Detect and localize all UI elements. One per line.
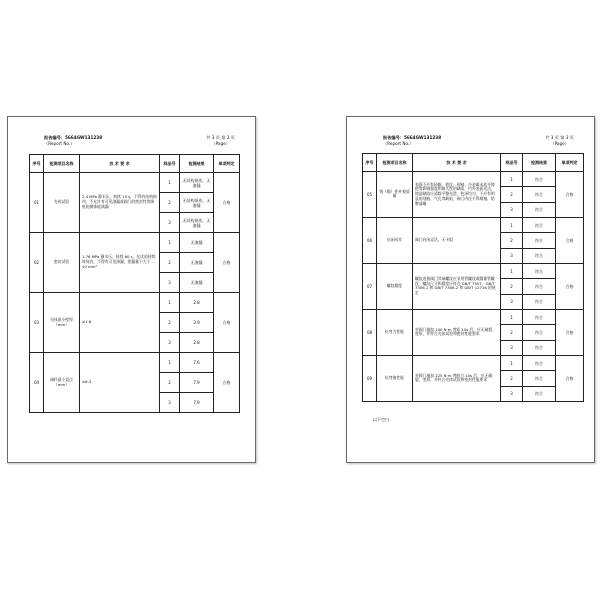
sample-number: 3 <box>160 273 180 293</box>
sample-number: 1 <box>160 233 180 253</box>
technical-requirement: 阀门启闭灵活，无卡阻 <box>413 217 501 263</box>
sample-number: 2 <box>160 373 180 393</box>
table-header-row <box>363 154 584 172</box>
report-number-en: （Report No.） <box>383 141 414 146</box>
column-header: 检测项目名称 <box>44 155 80 173</box>
sample-number: 3 <box>160 333 180 353</box>
test-result: 符合 <box>523 233 556 248</box>
test-result: 符合 <box>523 187 556 202</box>
verdict: 合格 <box>214 173 240 233</box>
sample-number: 2 <box>501 371 523 386</box>
item-name: 壳体试验 <box>44 173 80 233</box>
technical-requirement: 螺纹连接阀门其端螺纹应采用管螺纹或圆锥管螺纹，螺纹尺寸和精度应符合 GB/T 7307、GB/T 7306.1 和 GB/T 7306.2 和 GB/T 12716 的规定 <box>413 263 501 309</box>
sample-number: 3 <box>501 340 523 355</box>
technical-requirement: ≥6.3 <box>80 353 160 413</box>
sample-number: 1 <box>160 173 180 193</box>
item-name: 抗弯曲性能 <box>377 355 413 401</box>
sample-number: 3 <box>501 202 523 217</box>
table-row <box>363 355 584 370</box>
column-header: 单项判定 <box>214 155 240 173</box>
technical-requirement: 对阀门施加 100 N·m 弯矩 10s 后，应无破裂、变形，并符合壳体试验和密封性能要求 <box>413 309 501 355</box>
sample-number: 2 <box>501 187 523 202</box>
sample-number: 2 <box>501 233 523 248</box>
sample-number: 1 <box>501 263 523 278</box>
item-name: 铸（锻）件外观质量 <box>377 172 413 218</box>
column-header: 技 术 要 求 <box>413 154 501 172</box>
table-row <box>363 263 584 278</box>
verdict: 合格 <box>556 309 584 355</box>
sample-number: 1 <box>160 293 180 313</box>
test-result: 无结构损伤，无渗漏 <box>180 213 214 233</box>
sample-number: 2 <box>160 313 180 333</box>
test-result: 2.8 <box>180 293 214 313</box>
test-result: 符合 <box>523 172 556 187</box>
test-result: 符合 <box>523 294 556 309</box>
sample-number: 3 <box>501 248 523 263</box>
page-en: （Page） <box>550 141 569 146</box>
table-row <box>30 293 240 313</box>
test-result: 符合 <box>523 355 556 370</box>
page-label: 共 3 页 第 3 页 <box>545 135 574 140</box>
table-row <box>30 173 240 193</box>
verdict: 合格 <box>556 172 584 218</box>
item-number: 06 <box>363 217 377 263</box>
test-result: 符合 <box>523 325 556 340</box>
sample-number: 3 <box>160 213 180 233</box>
sample-number: 3 <box>501 294 523 309</box>
test-result: 7.9 <box>180 393 214 413</box>
column-header: 技 术 要 求 <box>80 155 160 173</box>
test-result: 符合 <box>523 279 556 294</box>
verdict: 合格 <box>556 355 584 401</box>
item-number: 03 <box>30 293 44 353</box>
page-en: （Page） <box>211 141 230 146</box>
column-header: 单项判定 <box>556 154 584 172</box>
technical-requirement: 对阀门施加 225 N·m 弯曲力 10s 后，应无破裂、变形，并符合壳体试验和密封性能要求 <box>413 355 501 401</box>
test-result: 符合 <box>523 263 556 278</box>
table-row <box>30 353 240 373</box>
report-number <box>383 135 441 147</box>
verdict: 合格 <box>214 233 240 293</box>
test-result: 符合 <box>523 202 556 217</box>
test-result: 无渗漏 <box>180 253 214 273</box>
test-result: 符合 <box>523 309 556 324</box>
sample-number: 3 <box>160 393 180 413</box>
sample-number: 2 <box>501 279 523 294</box>
item-number: 07 <box>363 263 377 309</box>
test-result: 无渗漏 <box>180 273 214 293</box>
technical-requirement: 1.76 MPa 静水压，持续 60 s，在试验持续时间内，不得有可见渗漏，泄漏量不大于 … 10 mm³ <box>80 233 160 293</box>
test-result: 符合 <box>523 248 556 263</box>
sample-number: 1 <box>501 217 523 232</box>
test-result: 2.8 <box>180 333 214 353</box>
item-name: 螺纹精度 <box>377 263 413 309</box>
item-name: 抗弯力性能 <box>377 309 413 355</box>
table-row <box>363 309 584 324</box>
sample-number: 1 <box>501 355 523 370</box>
test-result: 3.9 <box>180 313 214 333</box>
item-number: 04 <box>30 353 44 413</box>
column-header: 样品号 <box>160 155 180 173</box>
table-row <box>30 233 240 253</box>
report-page-1 <box>7 116 256 463</box>
table-row <box>363 217 584 232</box>
sample-number: 1 <box>501 172 523 187</box>
item-name: 密封试验 <box>44 233 80 293</box>
test-result: 7.9 <box>180 373 214 393</box>
test-result: 符合 <box>523 217 556 232</box>
item-number: 01 <box>30 173 44 233</box>
item-number: 02 <box>30 233 44 293</box>
page-indicator <box>545 135 574 147</box>
column-header: 序号 <box>363 154 377 172</box>
item-name: 启闭动作 <box>377 217 413 263</box>
report-number-label: 报告编号：5664GW131238 <box>44 135 103 140</box>
item-number: 05 <box>363 172 377 218</box>
verdict: 合格 <box>214 293 240 353</box>
sample-number: 1 <box>160 353 180 373</box>
verdict: 合格 <box>214 353 240 413</box>
page-label: 共 3 页 第 2 页 <box>206 135 235 140</box>
sample-number: 2 <box>160 193 180 213</box>
table-row <box>363 172 584 187</box>
sample-number: 1 <box>501 309 523 324</box>
technical-requirement: 表面不应有砂眼、裂纹、褶皱、冷金属未流平铸疤等影响强度和耐久性的缺陷，内外表面光洁，铸造缺陷应清除平整光滑，色泽均匀，不应有明显的划痕、气孔等缺陷，阀门内径不得堵塞，铭牌清晰 <box>413 172 501 218</box>
test-result: 无渗漏 <box>180 233 214 253</box>
report-number-label: 报告编号：5664GW131238 <box>383 135 442 140</box>
sample-number: 2 <box>501 325 523 340</box>
test-result: 符合 <box>523 340 556 355</box>
test-result: 符合 <box>523 371 556 386</box>
item-number: 09 <box>363 355 377 401</box>
item-name: 阀杆最小直径（mm） <box>44 353 80 413</box>
test-results-table <box>362 153 584 402</box>
test-result: 7.6 <box>180 353 214 373</box>
verdict: 合格 <box>556 217 584 263</box>
item-number: 08 <box>363 309 377 355</box>
column-header: 检测结果 <box>180 155 214 173</box>
column-header: 序号 <box>30 155 44 173</box>
column-header: 样品号 <box>501 154 523 172</box>
sample-number: 2 <box>160 253 180 273</box>
test-result: 无结构损伤，无渗漏 <box>180 173 214 193</box>
column-header: 检测项目名称 <box>377 154 413 172</box>
technical-requirement: ≥1.8 <box>80 293 160 353</box>
technical-requirement: 2.4 MPa 静水压，持续 15 s，不得有结构损伤，不允许有可见渗漏或阀门的密封性等降低的测体能滴漏 <box>80 173 160 233</box>
report-number <box>44 135 102 147</box>
table-header-row <box>30 155 240 173</box>
blank-below-note: 以下空白 <box>373 417 389 422</box>
sample-number: 3 <box>501 386 523 401</box>
column-header: 检测结果 <box>523 154 556 172</box>
test-result: 无结构损伤，无渗漏 <box>180 193 214 213</box>
item-name: 壳体最小壁厚（mm） <box>44 293 80 353</box>
report-page-2 <box>346 116 595 463</box>
test-result: 符合 <box>523 386 556 401</box>
test-results-table <box>29 154 240 413</box>
page-indicator <box>206 135 235 147</box>
verdict: 合格 <box>556 263 584 309</box>
report-number-en: （Report No.） <box>44 141 75 146</box>
